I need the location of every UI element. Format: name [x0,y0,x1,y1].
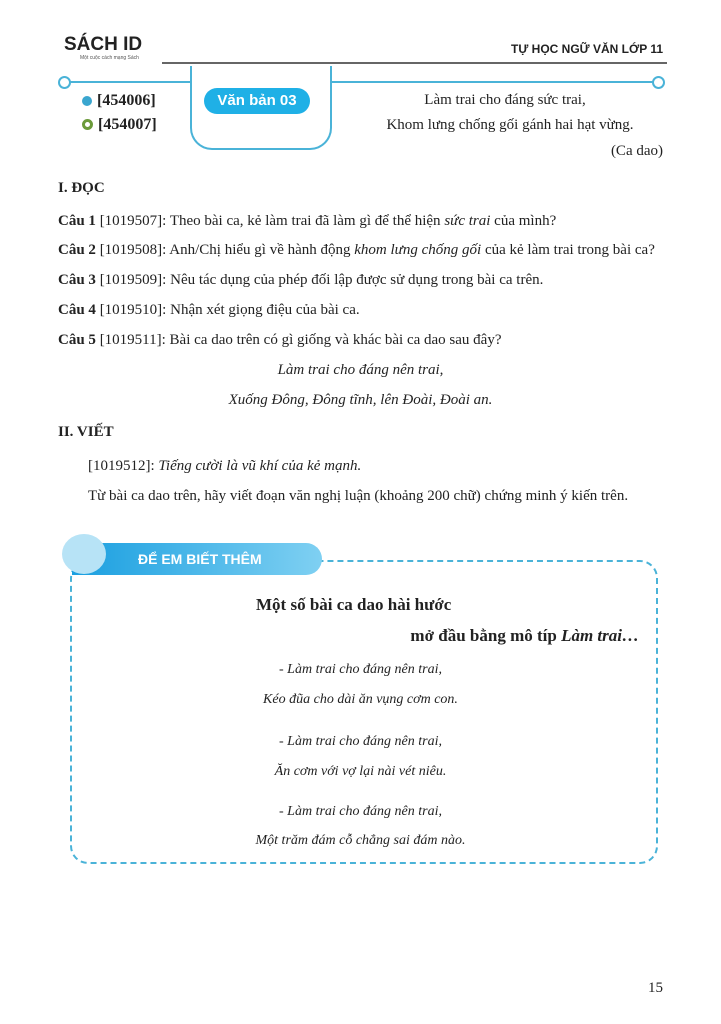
poem-source: (Ca dao) [610,143,663,159]
writing-prompt: [1019512]: Tiếng cười là vũ khí của kẻ mạnh. [88,458,362,474]
question-3: Câu 3 [1019509]: Nêu tác dụng của phép đối lập được sử dụng trong bài ca trên. [58,272,544,288]
poem-line: Một trăm đám cỗ chẳng sai đám nào. [255,833,466,848]
mascot-icon [62,534,106,574]
extra-title: Một số bài ca dao hài hước [256,595,452,614]
video-code[interactable]: [454006] [82,92,156,110]
poem-line: Làm trai cho đáng sức trai, [424,92,586,108]
poem-line: Xuống Đông, Đông tĩnh, lên Đoài, Đoài an. [228,392,493,408]
extra-title: mở đầu bằng mô típ Làm trai… [410,626,639,645]
section-line [64,81,658,83]
audio-code[interactable]: [454007] [82,116,157,134]
extra-banner: ĐỂ EM BIẾT THÊM [72,543,322,575]
text-label-badge: Văn bản 03 [204,88,310,114]
question-4: Câu 4 [1019510]: Nhận xét giọng điệu của bài ca. [58,302,360,318]
poem-line: Làm trai cho đáng nên trai, [277,362,444,378]
audio-icon [82,119,93,130]
poem-line: Kéo đũa cho dài ăn vụng cơm con. [263,692,458,707]
poem-line: - Làm trai cho đáng nên trai, [279,804,442,819]
header-divider [162,62,667,64]
page-number: 15 [648,980,663,996]
poem-line: Khom lưng chống gối gánh hai hạt vừng. [386,117,634,133]
poem-line: - Làm trai cho đáng nên trai, [279,662,442,677]
play-icon [82,96,92,106]
section-title: II. VIẾT [58,424,114,440]
book-title: TỰ HỌC NGỮ VĂN LỚP 11 [511,42,663,56]
line-end-circle [58,76,71,89]
poem-line: Ăn cơm với vợ lại nài vét niêu. [274,764,447,779]
question-1: Câu 1 [1019507]: Theo bài ca, kẻ làm trai đã làm gì để thể hiện sức trai của mình? [58,213,557,229]
logo-tagline: Một cuộc cách mạng Sách [80,55,139,61]
writing-task: Từ bài ca dao trên, hãy viết đoạn văn nghị luận (khoảng 200 chữ) chứng minh ý kiến trên. [88,488,629,504]
question-2: Câu 2 [1019508]: Anh/Chị hiểu gì về hành động khom lưng chống gối của kẻ làm trai trong bài ca? [58,242,655,258]
question-5: Câu 5 [1019511]: Bài ca dao trên có gì giống và khác bài ca dao sau đây? [58,332,502,348]
poem-line: - Làm trai cho đáng nên trai, [279,734,442,749]
section-title: I. ĐỌC [58,180,105,196]
logo: SÁCH ID [64,34,143,55]
line-end-circle [652,76,665,89]
